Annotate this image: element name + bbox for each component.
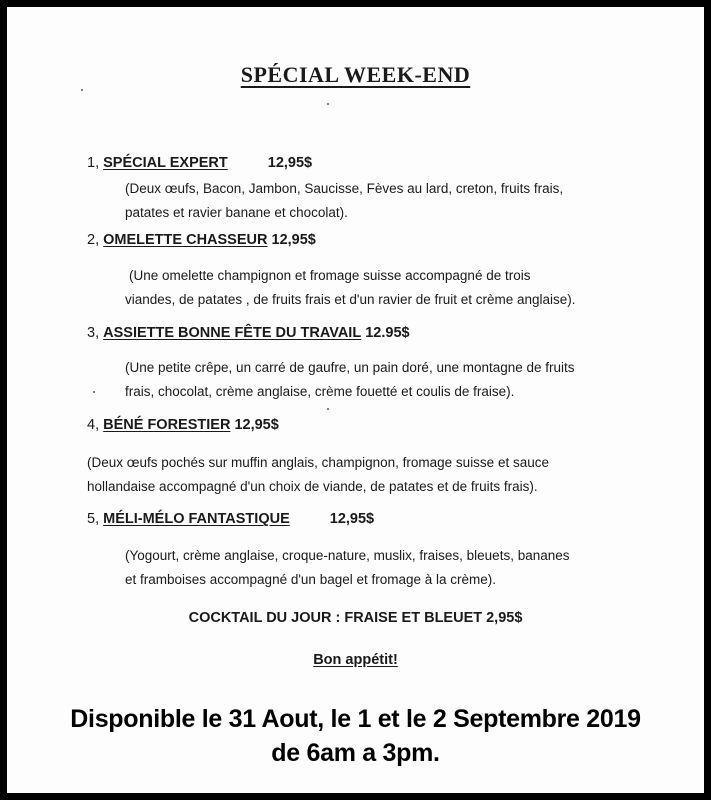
menu-item-name: ASSIETTE BONNE FÊTE DU TRAVAIL xyxy=(103,325,362,341)
menu-item-name: SPÉCIAL EXPERT xyxy=(103,155,228,171)
description-line: (Deux œufs pochés sur muffin anglais, champignon, fromage suisse et sauce xyxy=(87,455,549,470)
description-line: viandes, de patates , de fruits frais et d'un ravier de fruit et crème anglaise). xyxy=(125,292,576,307)
menu-item-name: BÉNÉ FORESTIER xyxy=(103,417,231,433)
description-line: (Deux œufs, Bacon, Jambon, Saucisse, Fèves au lard, creton, fruits frais, xyxy=(125,181,564,196)
description-line: (Yogourt, crème anglaise, croque-nature, muslix, fraises, bleuets, bananes xyxy=(125,548,570,563)
description-line: frais, chocolat, crème anglaise, crème fouetté et coulis de fraise). xyxy=(125,384,515,399)
menu-item-name: OMELETTE CHASSEUR xyxy=(103,232,268,248)
menu-item-number: 5, xyxy=(87,511,100,527)
menu-item-3-description xyxy=(125,356,575,404)
description-line: (Une petite crêpe, un carré de gaufre, un pain doré, une montagne de fruits xyxy=(125,360,575,375)
menu-item-number: 4, xyxy=(87,417,100,433)
menu-item-4-description xyxy=(87,451,549,499)
menu-item-price: 12,95$ xyxy=(267,155,313,171)
menu-item-4-heading xyxy=(87,417,279,433)
menu-item-price: 12,95$ xyxy=(329,511,375,527)
scan-speck xyxy=(81,89,83,91)
menu-item-1-heading xyxy=(87,155,312,171)
menu-item-price: 12,95$ xyxy=(234,417,279,433)
menu-item-5-description xyxy=(125,544,570,592)
description-line: et framboises accompagné d'un bagel et fromage à la crème). xyxy=(125,572,497,587)
description-line: (Une omelette champignon et fromage suisse accompagné de trois xyxy=(129,268,531,283)
cocktail-du-jour: COCKTAIL DU JOUR : FRAISE ET BLEUET 2,95$ xyxy=(188,610,523,626)
availability-dates: Disponible le 31 Aout, le 1 et le 2 Septembre 2019 xyxy=(70,705,641,733)
scan-speck xyxy=(327,408,329,410)
description-line: hollandaise accompagné d'un choix de viande, de patates et de fruits frais). xyxy=(87,479,538,494)
menu-title: SPÉCIAL WEEK-END xyxy=(240,62,471,87)
bon-appetit: Bon appétit! xyxy=(313,652,398,668)
availability-hours: de 6am a 3pm. xyxy=(271,739,440,767)
menu-item-5-heading xyxy=(87,511,374,527)
menu-item-number: 2, xyxy=(87,232,100,248)
menu-item-3-heading xyxy=(87,325,410,341)
menu-item-price: 12.95$ xyxy=(365,325,410,341)
menu-item-name: MÉLI-MÉLO FANTASTIQUE xyxy=(103,511,290,527)
menu-item-1-description xyxy=(125,177,563,225)
menu-sheet xyxy=(7,7,704,793)
scan-speck xyxy=(327,103,329,105)
description-line: patates et ravier banane et chocolat). xyxy=(125,205,348,220)
menu-item-2-heading xyxy=(87,232,316,248)
availability-notice xyxy=(7,702,704,770)
menu-item-number: 3, xyxy=(87,325,100,341)
menu-item-price: 12,95$ xyxy=(271,232,316,248)
menu-item-2-description xyxy=(125,264,576,312)
scan-speck xyxy=(93,391,95,393)
menu-item-number: 1, xyxy=(87,155,100,171)
